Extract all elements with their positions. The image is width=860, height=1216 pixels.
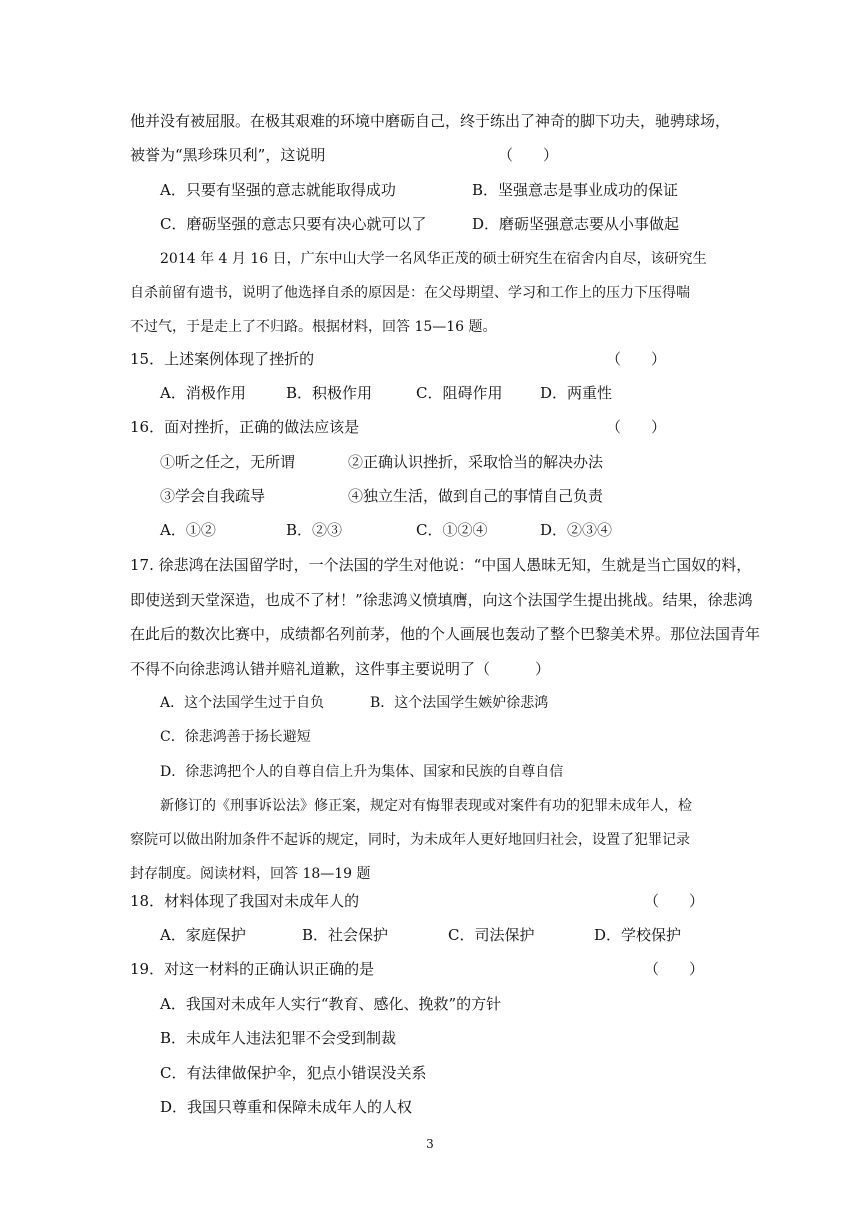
option-d: D．磨砺坚强意志要从小事做起 bbox=[472, 215, 680, 233]
option-d: D．②③④ bbox=[540, 521, 613, 539]
text-line: 不得不向徐悲鸿认错并赔礼道歉，这件事主要说明了（ ） bbox=[130, 660, 551, 678]
question-18: 18．材料体现了我国对未成年人的 bbox=[130, 892, 360, 910]
answer-bracket: （ ） bbox=[498, 146, 559, 164]
page-number: 3 bbox=[426, 1137, 434, 1151]
material-text: 自杀前留有遗书，说明了他选择自杀的原因是：在父母期望、学习和工作上的压力下压得喘 bbox=[130, 285, 690, 301]
question-16: 16．面对挫折，正确的做法应该是 bbox=[130, 418, 360, 436]
statement-1: ①听之任之，无所谓 bbox=[160, 453, 296, 471]
option-d: D．学校保护 bbox=[594, 926, 682, 944]
option-d: D．徐悲鸿把个人的自尊自信上升为集体、国家和民族的自尊自信 bbox=[160, 764, 564, 780]
option-a: A．只要有坚强的意志就能取得成功 bbox=[160, 181, 396, 199]
text-line: 即使送到天堂深造，也成不了材！”徐悲鸿义愤填膺，向这个法国学生提出挑战。结果，徐悲鸿 bbox=[130, 591, 753, 609]
option-c: C．徐悲鸿善于扬长避短 bbox=[160, 729, 311, 745]
option-b: B．这个法国学生嫉妒徐悲鸿 bbox=[370, 695, 549, 711]
statement-3: ③学会自我疏导 bbox=[160, 487, 266, 505]
statement-4: ④独立生活，做到自己的事情自己负责 bbox=[348, 487, 604, 505]
question-15: 15．上述案例体现了挫折的 bbox=[130, 350, 315, 368]
statement-2: ②正确认识挫折，采取恰当的解决办法 bbox=[348, 453, 604, 471]
material-text: 不过气，于是走上了不归路。根据材料，回答 15—16 题。 bbox=[130, 319, 497, 335]
material-text: 封存制度。阅读材料，回答 18—19 题 bbox=[130, 866, 371, 882]
option-c: C．阻碍作用 bbox=[416, 384, 503, 402]
option-b: B．②③ bbox=[286, 521, 343, 539]
answer-bracket: （ ） bbox=[644, 960, 705, 978]
text-line: 在此后的数次比赛中，成绩都名列前茅，他的个人画展也轰动了整个巴黎美术界。那位法国青年 bbox=[130, 625, 761, 643]
option-c: C．磨砺坚强的意志只要有决心就可以了 bbox=[160, 215, 427, 233]
option-a: A．家庭保护 bbox=[160, 926, 246, 944]
answer-bracket: （ ） bbox=[606, 418, 667, 436]
option-b: B．未成年人违法犯罪不会受到制裁 bbox=[160, 1029, 397, 1047]
option-a: A．我国对未成年人实行“教育、感化、挽救”的方针 bbox=[160, 995, 502, 1013]
option-d: D．我国只尊重和保障未成年人的人权 bbox=[160, 1098, 413, 1116]
text-line: 被誉为“黑珍珠贝利”，这说明 bbox=[130, 146, 326, 164]
question-17: 17. 徐悲鸿在法国留学时，一个法国的学生对他说：“中国人愚昧无知，生就是当亡国奴的料， bbox=[130, 556, 752, 574]
question-19: 19．对这一材料的正确认识正确的是 bbox=[130, 960, 375, 978]
option-b: B．社会保护 bbox=[302, 926, 389, 944]
option-b: B．坚强意志是事业成功的保证 bbox=[472, 181, 679, 199]
material-text: 2014 年 4 月 16 日，广东中山大学一名风华正茂的硕士研究生在宿舍内自尽，该研究生 bbox=[160, 251, 707, 267]
text-line: 他并没有被屈服。在极其艰难的环境中磨砺自己，终于练出了神奇的脚下功夫，驰骋球场， bbox=[130, 112, 731, 130]
material-text: 察院可以做出附加条件不起诉的规定，同时，为未成年人更好地回归社会，设置了犯罪记录 bbox=[130, 832, 690, 848]
material-text: 新修订的《刑事诉讼法》修正案，规定对有悔罪表现或对案件有功的犯罪未成年人，检 bbox=[160, 798, 692, 814]
option-a: A．①② bbox=[160, 521, 216, 539]
option-c: C．有法律做保护伞，犯点小错误没关系 bbox=[160, 1064, 427, 1082]
option-c: C．①②④ bbox=[416, 521, 488, 539]
option-a: A．消极作用 bbox=[160, 384, 246, 402]
option-d: D．两重性 bbox=[540, 384, 613, 402]
option-c: C．司法保护 bbox=[448, 926, 535, 944]
option-a: A．这个法国学生过于自负 bbox=[160, 695, 325, 711]
answer-bracket: （ ） bbox=[606, 350, 667, 368]
option-b: B．积极作用 bbox=[286, 384, 373, 402]
answer-bracket: （ ） bbox=[644, 892, 705, 910]
